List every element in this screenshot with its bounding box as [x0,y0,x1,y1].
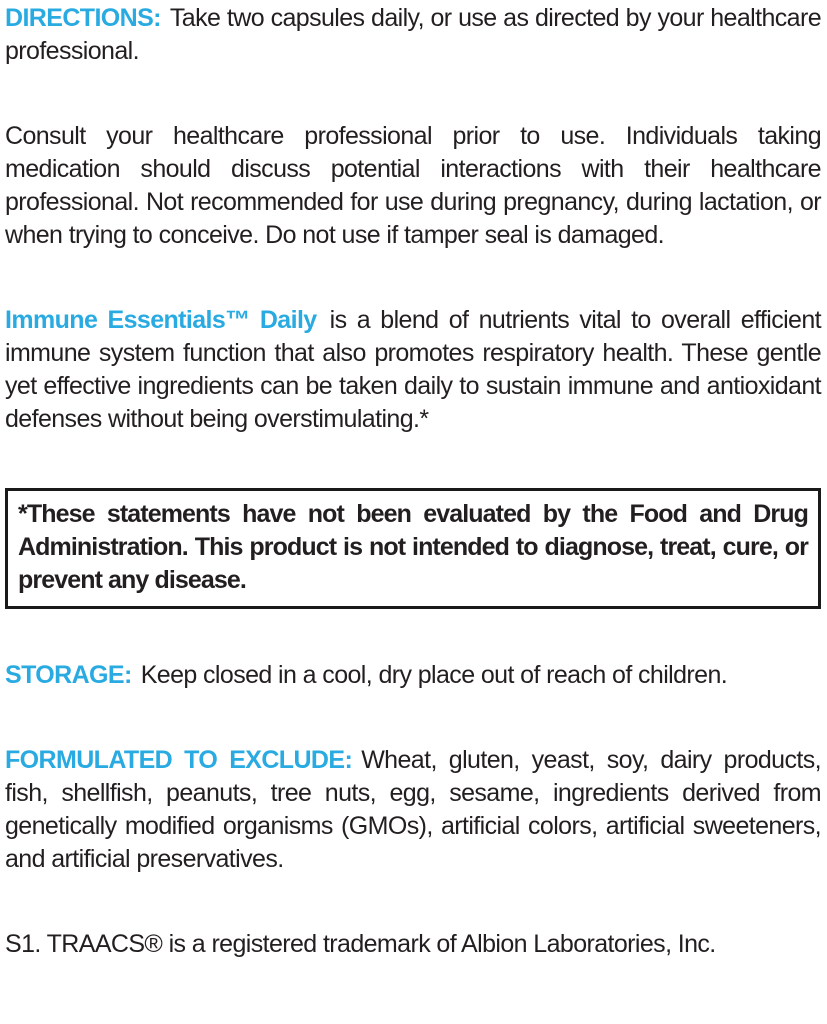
directions-label: DIRECTIONS: [5,4,161,32]
fda-disclaimer-box [5,488,821,609]
storage-label: STORAGE: [5,661,132,689]
formulated-to-exclude-text: Wheat, gluten, yeast, soy, dairy products, fish, shellfish, peanuts, tree nuts, egg, sesame, ingredients derived from genetically modified organisms (GMOs), artificial colors, artificial sweeteners, and artificial preservatives. [5,746,821,873]
immune-essentials-text: is a blend of nutrients vital to overall efficient immune system function that also promotes respiratory health. These gentle yet effective ingredients can be taken daily to sustain immune and antioxidant defenses without being overstimulating.* [5,306,821,433]
consult-text: Consult your healthcare professional prior to use. Individuals taking medication should discuss potential interactions with their healthcare professional. Not recommended for use during pregnancy, during lactation, or when trying to conceive. Do not use if tamper seal is damaged. [5,122,821,249]
fda-disclaimer-text [18,498,808,597]
formulated-to-exclude-paragraph [5,744,821,876]
immune-essentials-paragraph [5,304,821,436]
consult-paragraph [5,120,821,252]
directions-paragraph [5,2,821,68]
fda-disclaimer-body: *These statements have not been evaluated by the Food and Drug Administration. This product is not intended to diagnose, treat, cure, or prevent any disease. [18,500,808,594]
trademark-text: S1. TRAACS® is a registered trademark of Albion Laboratories, Inc. [5,930,716,958]
trademark-note [5,928,821,961]
directions-text: Take two capsules daily, or use as directed by your healthcare professional. [5,4,821,65]
product-name-label: Immune Essentials™ Daily [5,306,317,334]
formulated-to-exclude-label: FORMULATED TO EXCLUDE: [5,746,353,774]
storage-paragraph [5,659,821,692]
storage-text: Keep closed in a cool, dry place out of reach of children. [140,661,728,689]
